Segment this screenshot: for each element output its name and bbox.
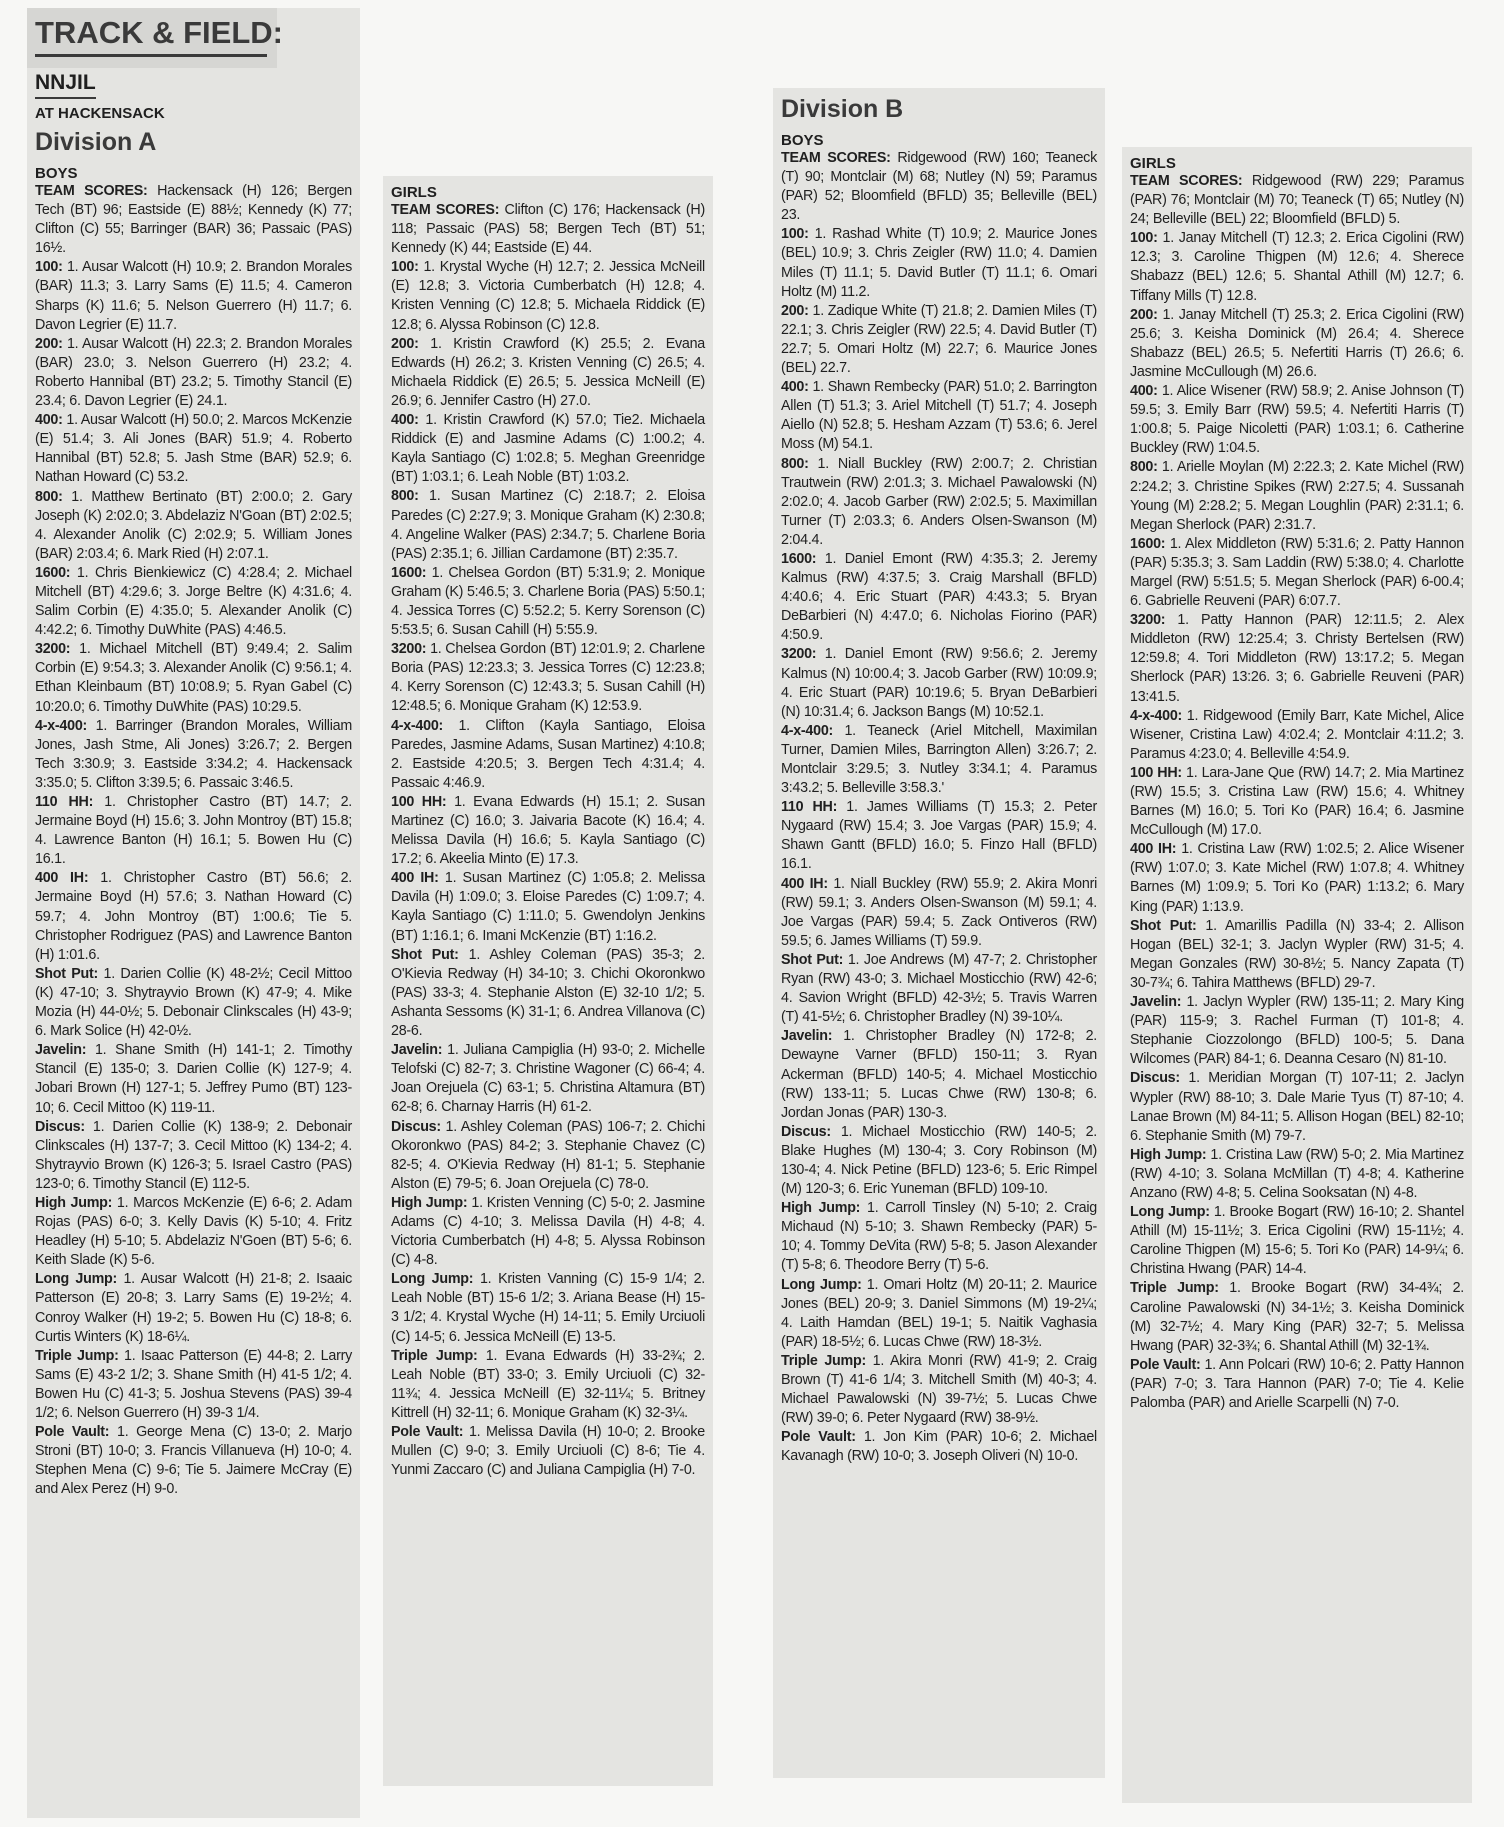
- event-label: Shot Put:: [1130, 917, 1197, 934]
- event-text: 1. Teaneck (Ariel Mitchell, Maximilan Turner, Damien Miles, Barrington Allen) 3:26.7; 2. Montclair 3:29.5; 3. Nutley 3:34.1; 4. Paramus 3:43.2; 5. Belleville 3:58.3.': [781, 722, 1097, 797]
- event-label: Long Jump:: [35, 1271, 118, 1288]
- division-a-boys-heading: BOYS: [35, 165, 78, 182]
- section-title: TRACK & FIELD:: [35, 15, 283, 50]
- event-text: 1. Cristina Law (RW) 5-0; 2. Mia Martinez (RW) 4-10; 3. Solana McMillan (T) 4-8; 4. Katherine Anzano (RW) 4-8; 5. Celina Sooksatan (N) 4-8.: [1130, 1146, 1464, 1201]
- event-label: Triple Jump:: [391, 1347, 478, 1364]
- event-text: 1. Niall Buckley (RW) 2:00.7; 2. Christian Trautwein (RW) 2:01.3; 3. Michael Pawalowski (N) 2:02.0; 4. Jacob Garber (RW) 2:02.5; 5. Maximillan Turner (T) 2:03.3; 6. Anders Olsen-Swanson (M) 2:04.4.: [781, 455, 1097, 548]
- event-label: Discus:: [35, 1118, 85, 1135]
- event-text: 1. Evana Edwards (H) 15.1; 2. Susan Martinez (C) 16.0; 3. Jaivaria Bacote (K) 16.4; 4. Melissa Davila (H) 16.6; 5. Kayla Santiago (C) 17.2; 6. Akeelia Minto (E) 17.3.: [391, 793, 705, 868]
- event-result: [391, 258, 705, 334]
- event-text: 1. Susan Martinez (C) 1:05.8; 2. Melissa Davila (H) 1:09.0; 3. Eloise Paredes (C) 1:09.7; 4. Kayla Santiago (C) 1:11.0; 5. Gwendolyn Jenkins (BT) 1:16.1; 6. Imani McKenzie (BT) 1:16.2.: [391, 870, 706, 944]
- event-label: TEAM SCORES:: [35, 183, 148, 199]
- division-a-girls-heading: GIRLS: [391, 184, 437, 201]
- event-result: [1130, 611, 1464, 706]
- event-result: [1130, 917, 1464, 993]
- event-label: Pole Vault:: [35, 1424, 110, 1441]
- division-b-boys-heading: BOYS: [781, 132, 824, 149]
- event-text: 1. Brooke Bogart (RW) 16-10; 2. Shantel Athill (M) 15-11½; 3. Erica Cigolini (RW) 15-11½; 4. Caroline Thigpen (M) 15-6; 5. Tori Ko (PAR) 14-9¼; 6. Christina Hwang (PAR) 14-4.: [1130, 1204, 1465, 1278]
- event-text: Hackensack (H) 126; Bergen Tech (BT) 96; Eastside (E) 88½; Kennedy (K) 77; Clifton (C) 55; Barringer (BAR) 36; Passaic (PAS) 16½.: [35, 183, 352, 257]
- event-text: 1. Chelsea Gordon (BT) 5:31.9; 2. Monique Graham (K) 5:46.5; 3. Charlene Boria (PAS) 5:50.1; 4. Jessica Torres (C) 5:52.2; 5. Kerry Sorenson (C) 5:53.5; 6. Susan Cahill (H) 5:55.9.: [391, 564, 705, 639]
- event-text: 1. Christopher Castro (BT) 14.7; 2. Jermaine Boyd (H) 15.6; 3. John Montroy (BT) 15.8; 4. Lawrence Banton (H) 16.1; 5. Bowen Hu (C) 16.1.: [35, 794, 353, 868]
- division-a-boys-results: [35, 182, 352, 1499]
- event-result: [1130, 382, 1464, 458]
- event-label: 100 HH:: [391, 793, 447, 810]
- event-result: [391, 1041, 705, 1117]
- event-result: [781, 645, 1097, 721]
- event-label: 3200:: [35, 641, 71, 658]
- event-text: 1. Jon Kim (PAR) 10-6; 2. Michael Kavanagh (RW) 10-0; 3. Joseph Oliveri (N) 10-0.: [781, 1429, 1097, 1465]
- event-label: 1600:: [1130, 535, 1166, 552]
- event-result: [391, 1423, 705, 1480]
- event-text: 1. Daniel Emont (RW) 4:35.3; 2. Jeremy Kalmus (RW) 4:37.5; 3. Craig Marshall (BFLD) 4:40.6; 4. Eric Stuart (PAR) 4:43.3; 5. Bryan DeBarbieri (N) 4:47.0; 6. Nicholas Fiorino (PAR) 4:50.9.: [781, 550, 1097, 644]
- event-label: Shot Put:: [391, 946, 459, 963]
- event-text: 1. Janay Mitchell (T) 12.3; 2. Erica Cigolini (RW) 12.3; 3. Caroline Thigpen (M) 12.6; 4. Sherece Shabazz (BEL) 12.6; 5. Shantal Athill (M) 12.7; 6. Tiffany Mills (T) 12.8.: [1130, 230, 1464, 304]
- event-result: [35, 1118, 352, 1194]
- event-result: [781, 149, 1097, 225]
- event-result: [1130, 840, 1464, 916]
- event-result: [391, 1270, 705, 1346]
- event-text: 1. Krystal Wyche (H) 12.7; 2. Jessica McNeill (E) 12.8; 3. Victoria Cumberbatch (H) 12.8; 4. Kristen Venning (C) 12.8; 5. Michaela Riddick (E) 12.8; 6. Alyssa Robinson (C) 12.8.: [391, 259, 705, 333]
- event-label: Shot Put:: [781, 951, 844, 968]
- event-text: 1. Daniel Emont (RW) 9:56.6; 2. Jeremy Kalmus (N) 10:00.4; 3. Jacob Garber (RW) 10:09.9; 4. Eric Stuart (PAR) 10:19.6; 5. Bryan DeBarbieri (N) 10:31.4; 6. Jackson Bangs (M) 10:52.1.: [781, 646, 1097, 720]
- division-b-title: Division B: [781, 95, 904, 123]
- event-text: Ridgewood (RW) 160; Teaneck (T) 90; Montclair (M) 68; Nutley (N) 59; Paramus (PAR) 52; Bloomfield (BFLD) 35; Belleville (BEL) 23.: [781, 150, 1097, 224]
- event-text: 1. Clifton (Kayla Santiago, Eloisa Paredes, Jasmine Adams, Susan Martinez) 4:10.8; 2. Eastside 4:20.5; 3. Bergen Tech 4:31.4; 4. Passaic 4:46.9.: [391, 717, 705, 791]
- event-label: 800:: [35, 488, 63, 505]
- event-label: 400:: [781, 379, 809, 396]
- event-text: 1. Omari Holtz (M) 20-11; 2. Maurice Jones (BEL) 20-9; 3. Daniel Simmons (M) 19-2¼; 4. Laith Hamdan (BEL) 19-1; 5. Naitik Vaghasia (PAR) 18-5½; 6. Lucas Chwe (RW) 18-3½.: [781, 1276, 1098, 1350]
- event-text: 1. Ausar Walcott (H) 10.9; 2. Brandon Morales (BAR) 11.3; 3. Larry Sams (E) 11.5; 4. Cameron Sharps (K) 11.6; 5. Nelson Guerrero (H) 11.7; 6. Davon Legrier (E) 11.7.: [35, 259, 352, 333]
- event-label: 4-x-400:: [391, 717, 444, 734]
- event-label: 1600:: [35, 564, 71, 581]
- event-text: 1. Kristin Crawford (K) 57.0; Tie2. Michaela Riddick (E) and Jasmine Adams (C) 1:00.2; 4. Kayla Santiago (C) 1:02.8; 5. Meghan Greenridge (BT) 1:03.1; 6. Leah Noble (BT) 1:03.2.: [391, 412, 705, 486]
- event-text: 1. Shawn Rembecky (PAR) 51.0; 2. Barrington Allen (T) 51.3; 3. Ariel Mitchell (T) 51.7; 4. Joseph Aiello (N) 52.8; 5. Hesham Azzam (T) 53.6; 6. Jerel Moss (M) 54.1.: [781, 379, 1097, 453]
- event-label: 4-x-400:: [1130, 707, 1183, 724]
- event-result: [1130, 306, 1464, 382]
- event-text: 1. George Mena (C) 13-0; 2. Marjo Stroni (BT) 10-0; 3. Francis Villanueva (H) 10-0; 4. Stephen Mena (C) 9-6; Tie 5. Jaimere McCray (E) and Alex Perez (H) 9-0.: [35, 1424, 352, 1498]
- event-result: [781, 1199, 1097, 1275]
- event-result: [781, 1428, 1097, 1466]
- event-text: 1. Christopher Bradley (N) 172-8; 2. Dewayne Varner (BFLD) 150-11; 3. Ryan Ackerman (BFLD) 140-5; 4. Michael Mosticchio (RW) 133-11; 5. Lucas Chwe (RW) 130-8; 6. Jordan Jonas (PAR) 130-3.: [781, 1028, 1097, 1121]
- event-label: 3200:: [781, 646, 817, 663]
- event-result: [1130, 1146, 1464, 1203]
- event-text: 1. Melissa Davila (H) 10-0; 2. Brooke Mullen (C) 9-0; 3. Emily Urciuoli (C) 8-6; Tie 4. Yunmi Zaccaro (C) and Juliana Campiglia (H) 7-0.: [391, 1424, 706, 1479]
- event-text: 1. Juliana Campiglia (H) 93-0; 2. Michelle Telofski (C) 82-7; 3. Christine Wagoner (C) 66-4; 4. Joan Orejuela (C) 63-1; 5. Christina Altamura (BT) 62-8; 6. Charnay Harris (H) 61-2.: [391, 1042, 705, 1116]
- event-text: 1. Niall Buckley (RW) 55.9; 2. Akira Monri (RW) 59.1; 3. Anders Olsen-Swanson (M) 59.1; 4. Joe Vargas (PAR) 59.4; 5. Zack Ontiveros (RW) 59.5; 6. James Williams (T) 59.9.: [781, 875, 1098, 949]
- event-label: High Jump:: [781, 1200, 861, 1217]
- event-result: [35, 793, 352, 869]
- event-label: Long Jump:: [1130, 1204, 1210, 1221]
- event-label: 400:: [391, 412, 419, 429]
- event-result: [1130, 172, 1464, 229]
- event-text: 1. Cristina Law (RW) 1:02.5; 2. Alice Wisener (RW) 1:07.0; 3. Kate Michel (RW) 1:07.8; 4. Whitney Barnes (M) 1:09.9; 5. Tori Ko (PAR) 1:13.2; 6. Mary King (PAR) 1:13.9.: [1130, 841, 1465, 915]
- event-label: 100 HH:: [1130, 764, 1182, 781]
- event-label: 1600:: [391, 564, 427, 581]
- event-text: 1. Darien Collie (K) 138-9; 2. Debonair Clinkscales (H) 137-7; 3. Cecil Mittoo (K) 134-2; 4. Shytrayvio Brown (K) 126-3; 5. Israel Castro (PAS) 123-0; 6. Timothy Stancil (E) 112-5.: [35, 1118, 352, 1192]
- event-text: 1. Barringer (Brandon Morales, William Jones, Jash Stme, Ali Jones) 3:26.7; 2. Bergen Tech 3:30.9; 3. Eastside 3:34.2; 4. Hackensack 3:35.0; 5. Clifton 3:39.5; 6. Passaic 3:46.5.: [35, 717, 352, 791]
- event-text: 1. Kristin Crawford (K) 25.5; 2. Evana Edwards (H) 26.2; 3. Kristen Venning (C) 26.5; 4. Michaela Riddick (E) 26.5; 5. Jessica McNeill (E) 26.9; 6. Jennifer Castro (H) 27.0.: [391, 335, 705, 409]
- event-result: [1130, 993, 1464, 1069]
- division-b-boys-results: [781, 149, 1097, 1466]
- event-result: [391, 946, 705, 1041]
- event-result: [391, 201, 705, 258]
- event-label: 110 HH:: [35, 794, 94, 810]
- event-text: 1. Meridian Morgan (T) 107-11; 2. Jaclyn Wypler (RW) 88-10; 3. Dale Marie Tyus (T) 87-10; 4. Lanae Brown (M) 84-11; 5. Allison Hogan (BEL) 82-10; 6. Stephanie Smith (M) 79-7.: [1130, 1070, 1464, 1144]
- clipping-division-a-boys: [27, 8, 360, 1818]
- event-label: Triple Jump:: [1130, 1280, 1219, 1297]
- event-result: [391, 1347, 705, 1423]
- event-label: Pole Vault:: [781, 1429, 856, 1446]
- event-text: 1. Chris Bienkiewicz (C) 4:28.4; 2. Michael Mitchell (BT) 4:29.6; 3. Jorge Beltre (K) 4:31.6; 4. Salim Corbin (E) 4:35.0; 5. Alexander Anolik (C) 4:42.2; 6. Timothy DuWhite (PAS) 4:46.5.: [35, 564, 352, 639]
- event-result: [391, 869, 705, 945]
- event-text: 1. Alice Wisener (RW) 58.9; 2. Anise Johnson (T) 59.5; 3. Emily Barr (RW) 59.5; 4. Nefertiti Harris (T) 1:00.8; 5. Paige Nicoletti (PAR) 1:03.1; 6. Catherine Buckley (RW) 1:04.5.: [1130, 383, 1464, 457]
- event-result: [781, 798, 1097, 874]
- event-text: 1. Joe Andrews (M) 47-7; 2. Christopher Ryan (RW) 43-0; 3. Michael Mosticchio (RW) 42-6; 4. Savion Wright (BFLD) 42-3½; 5. Travis Warren (T) 41-5½; 6. Christopher Bradley (N) 39-10¼.: [781, 951, 1097, 1026]
- event-result: [781, 302, 1097, 378]
- event-label: Shot Put:: [35, 965, 99, 982]
- division-b-girls-results: [1130, 172, 1464, 1413]
- event-result: [35, 411, 352, 487]
- event-result: [781, 1027, 1097, 1122]
- event-text: 1. Kristen Vanning (C) 15-9 1/4; 2. Leah Noble (BT) 15-6 1/2; 3. Ariana Bease (H) 15-3 1/2; 4. Krystal Wyche (H) 14-11; 5. Emily Urciuoli (C) 14-5; 6. Jessica McNeill (E) 13-5.: [391, 1271, 705, 1345]
- event-result: [1130, 1203, 1464, 1279]
- division-a-title: Division A: [35, 128, 157, 156]
- event-label: 400 IH:: [35, 870, 89, 887]
- event-result: [781, 951, 1097, 1027]
- event-result: [1130, 458, 1464, 534]
- event-text: 1. Ausar Walcott (H) 21-8; 2. Isaaic Patterson (E) 20-8; 3. Larry Sams (E) 19-2½; 4. Conroy Walker (H) 19-2; 5. Bowen Hu (C) 18-8; 6. Curtis Winters (K) 18-6¼.: [35, 1271, 352, 1345]
- event-label: 400:: [35, 412, 63, 429]
- event-result: [35, 640, 352, 716]
- event-text: Ridgewood (RW) 229; Paramus (PAR) 76; Montclair (M) 70; Teaneck (T) 65; Nutley (N) 24; Belleville (BEL) 22; Bloomfield (BFLD) 5.: [1130, 173, 1464, 228]
- event-label: 100:: [1130, 230, 1158, 247]
- event-text: 1. Shane Smith (H) 141-1; 2. Timothy Stancil (E) 135-0; 3. Darien Collie (K) 127-9; 4. Jobari Brown (H) 127-1; 5. Jeffrey Pumo (BT) 123-10; 6. Cecil Mittoo (K) 119-11.: [35, 1042, 352, 1116]
- event-label: 4-x-400:: [781, 722, 834, 739]
- event-text: 1. Ausar Walcott (H) 22.3; 2. Brandon Morales (BAR) 23.0; 3. Nelson Guerrero (H) 23.2; 4. Roberto Hannibal (BT) 23.2; 5. Timothy Stancil (E) 23.4; 6. Davon Legrier (E) 24.1.: [35, 335, 352, 410]
- clipping-division-b-girls: [1122, 147, 1472, 1803]
- event-result: [781, 378, 1097, 454]
- event-result: [35, 965, 352, 1041]
- title-rule: [35, 54, 267, 57]
- event-text: 1. Isaac Patterson (E) 44-8; 2. Larry Sams (E) 43-2 1/2; 3. Shane Smith (H) 41-5 1/2; 4. Bowen Hu (C) 41-3; 5. Joshua Stevens (PAS) 39-4 1/2; 6. Nelson Guerrero (H) 39-3 1/4.: [35, 1347, 352, 1421]
- event-text: Clifton (C) 176; Hackensack (H) 118; Passaic (PAS) 58; Bergen Tech (BT) 51; Kennedy (K) 44; Eastside (E) 44.: [391, 202, 705, 257]
- division-a-girls-results: [391, 201, 705, 1480]
- event-label: 800:: [1130, 459, 1158, 476]
- event-result: [35, 1194, 352, 1270]
- event-label: Javelin:: [1130, 994, 1182, 1011]
- event-result: [35, 1041, 352, 1117]
- event-text: 1. Marcos McKenzie (E) 6-6; 2. Adam Rojas (PAS) 6-0; 3. Kelly Davis (K) 5-10; 4. Fritz Headley (H) 5-10; 5. Abdelaziz N'Goen (BT) 5-6; 6. Keith Slade (K) 5-6.: [35, 1194, 352, 1269]
- event-text: 1. Brooke Bogart (RW) 34-4¾; 2. Caroline Pawalowski (N) 34-1½; 3. Keisha Dominick (M) 32-7½; 4. Mary King (PAR) 32-7; 5. Melissa Hwang (PAR) 32-3¾; 6. Shantal Athill (M) 32-1¾.: [1130, 1280, 1464, 1354]
- event-text: 1. Ann Polcari (RW) 10-6; 2. Patty Hannon (PAR) 7-0; 3. Tara Hannon (PAR) 7-0; Tie 4. Kelie Palomba (PAR) and Arielle Scarpelli (N) 7-0.: [1130, 1356, 1464, 1411]
- event-result: [391, 1194, 705, 1270]
- event-text: 1. Amarillis Padilla (N) 33-4; 2. Allison Hogan (BEL) 32-1; 3. Jaclyn Wypler (RW) 31-5; 4. Megan Gonzales (RW) 30-8½; 5. Nancy Zapata (T) 30-7¾; 6. Tahira Matthews (BFLD) 29-7.: [1130, 917, 1464, 991]
- event-result: [35, 1270, 352, 1346]
- event-label: Discus:: [781, 1123, 831, 1140]
- event-label: Discus:: [1130, 1070, 1180, 1087]
- event-result: [391, 411, 705, 487]
- event-result: [35, 335, 352, 411]
- event-result: [391, 487, 705, 563]
- event-result: [35, 182, 352, 258]
- event-text: 1. James Williams (T) 15.3; 2. Peter Nygaard (RW) 15.4; 3. Joe Vargas (PAR) 15.9; 4. Shawn Gantt (BFLD) 16.0; 5. Finzo Hall (BFLD) 16.1.: [781, 799, 1097, 873]
- event-text: 1. Akira Monri (RW) 41-9; 2. Craig Brown (T) 41-6 1/4; 3. Mitchell Smith (M) 40-3; 4. Michael Pawalowski (N) 39-7½; 5. Lucas Chwe (RW) 39-0; 6. Peter Nygaard (RW) 38-9½.: [781, 1352, 1097, 1427]
- event-text: 1. Carroll Tinsley (N) 5-10; 2. Craig Michaud (N) 5-10; 3. Shawn Rembecky (PAR) 5-10; 4. Tommy DeVita (RW) 5-8; 5. Jason Alexander (T) 5-8; 6. Theodore Berry (T) 5-6.: [781, 1200, 1097, 1274]
- event-text: 1. Susan Martinez (C) 2:18.7; 2. Eloisa Paredes (C) 2:27.9; 3. Monique Graham (K) 2:30.8; 4. Angeline Walker (PAS) 2:34.7; 5. Charlene Boria (PAS) 2:35.1; 6. Jillian Cardamone (BT) 2:35.7.: [391, 488, 705, 562]
- event-result: [35, 717, 352, 793]
- event-label: Long Jump:: [781, 1276, 862, 1293]
- event-result: [781, 455, 1097, 550]
- event-result: [391, 1118, 705, 1194]
- event-label: 400:: [1130, 383, 1158, 400]
- event-label: Pole Vault:: [1130, 1356, 1201, 1373]
- event-label: 200:: [391, 335, 419, 352]
- event-label: 3200:: [1130, 612, 1166, 629]
- event-label: 200:: [35, 335, 63, 352]
- event-result: [781, 1352, 1097, 1428]
- event-result: [1130, 1356, 1464, 1413]
- event-result: [35, 258, 352, 334]
- clipping-division-b-boys: [773, 88, 1105, 1778]
- event-label: 100:: [391, 259, 419, 276]
- event-text: 1. Rashad White (T) 10.9; 2. Maurice Jones (BEL) 10.9; 3. Chris Zeigler (RW) 11.0; 4. Damien Miles (T) 11.1; 5. David Butler (T) 11.1; 6. Omari Holtz (M) 11.2.: [781, 226, 1097, 300]
- event-result: [35, 1347, 352, 1423]
- event-label: 100:: [781, 226, 809, 243]
- event-result: [391, 640, 705, 716]
- event-label: Triple Jump:: [35, 1347, 119, 1364]
- event-result: [35, 1423, 352, 1499]
- event-result: [781, 1276, 1097, 1352]
- event-label: 400 IH:: [1130, 841, 1177, 858]
- event-label: 100:: [35, 259, 63, 276]
- event-text: 1. Lara-Jane Que (RW) 14.7; 2. Mia Martinez (RW) 15.5; 3. Cristina Law (RW) 15.6; 4. Whitney Barnes (M) 16.0; 5. Tori Ko (PAR) 16.4; 6. Jasmine McCullough (M) 17.0.: [1130, 764, 1464, 839]
- event-label: TEAM SCORES:: [391, 202, 500, 218]
- event-label: Javelin:: [391, 1042, 443, 1059]
- event-label: Discus:: [391, 1118, 441, 1135]
- event-label: High Jump:: [1130, 1146, 1207, 1163]
- event-label: Pole Vault:: [391, 1424, 464, 1440]
- league-name: NNJIL: [35, 71, 96, 99]
- event-label: 800:: [781, 455, 809, 472]
- event-label: TEAM SCORES:: [1130, 173, 1243, 189]
- event-label: High Jump:: [391, 1194, 468, 1211]
- event-text: 1. Darien Collie (K) 48-2½; Cecil Mittoo (K) 47-10; 3. Shytrayvio Brown (K) 47-9; 4. Mike Mozia (H) 44-0½; 5. Debonair Clinkscales (H) 43-9; 6. Mark Solice (H) 42-0½.: [35, 965, 352, 1040]
- clipping-division-a-girls: [383, 176, 713, 1786]
- event-text: 1. Jaclyn Wypler (RW) 135-11; 2. Mary King (PAR) 115-9; 3. Rachel Furman (T) 101-8; 4. Stephanie Ciozzolongo (BFLD) 100-5; 5. Dana Wilcomes (PAR) 84-1; 6. Deanna Cesaro (N) 81-10.: [1130, 994, 1464, 1068]
- event-label: 3200:: [391, 641, 427, 658]
- event-text: 1. Michael Mitchell (BT) 9:49.4; 2. Salim Corbin (E) 9:54.3; 3. Alexander Anolik (C) 9:56.1; 4. Ethan Kleinbaum (BT) 10:08.9; 5. Ryan Gabel (C) 10:20.0; 6. Timothy DuWhite (PAS) 10:29.5.: [35, 641, 352, 715]
- event-label: 200:: [781, 302, 809, 319]
- event-text: 1. Patty Hannon (PAR) 12:11.5; 2. Alex Middleton (RW) 12:25.4; 3. Christy Bertelsen (RW) 12:59.8; 4. Tori Middleton (RW) 13:17.2; 5. Megan Sherlock (PAR) 13:26. 3; 6. Gabrielle Reuveni (PAR) 13:41.5.: [1130, 612, 1464, 705]
- event-result: [35, 564, 352, 640]
- event-text: 1. Evana Edwards (H) 33-2¾; 2. Leah Noble (BT) 33-0; 3. Emily Urciuoli (C) 32-11¾; 4. Jessica McNeill (E) 32-11¼; 5. Britney Kittrell (H) 32-11; 6. Monique Graham (K) 32-3¼.: [391, 1347, 706, 1421]
- event-text: 1. Kristen Venning (C) 5-0; 2. Jasmine Adams (C) 4-10; 3. Melissa Davila (H) 4-8; 4. Victoria Cumberbatch (H) 4-8; 5. Alyssa Robinson (C) 4-8.: [391, 1194, 705, 1269]
- event-result: [35, 869, 352, 964]
- event-text: 1. Alex Middleton (RW) 5:31.6; 2. Patty Hannon (PAR) 5:35.3; 3. Sam Laddin (RW) 5:38.0; 4. Charlotte Margel (RW) 5:51.5; 5. Megan Sherlock (PAR) 6-00.4; 6. Gabrielle Reuveni (PAR) 6:07.7.: [1130, 535, 1464, 610]
- event-text: 1. Michael Mosticchio (RW) 140-5; 2. Blake Hughes (M) 130-4; 3. Cory Robinson (M) 130-4; 4. Nick Petine (BFLD) 123-6; 5. Eric Rimpel (M) 120-3; 6. Eric Yuneman (BFLD) 109-10.: [781, 1123, 1097, 1198]
- event-text: 1. Arielle Moylan (M) 2:22.3; 2. Kate Michel (RW) 2:24.2; 3. Christine Spikes (RW) 2:27.5; 4. Sussanah Young (M) 2:28.2; 5. Megan Loughlin (PAR) 2:31.1; 6. Megan Sherlock (PAR) 2:31.7.: [1130, 459, 1464, 533]
- event-label: TEAM SCORES:: [781, 150, 891, 166]
- event-result: [391, 335, 705, 411]
- event-text: 1. Chelsea Gordon (BT) 12:01.9; 2. Charlene Boria (PAS) 12:23.3; 3. Jessica Torres (C) 12:23.8; 4. Kerry Sorenson (C) 12:43.3; 5. Susan Cahill (H) 12:48.5; 6. Monique Graham (K) 12:53.9.: [391, 641, 705, 715]
- event-result: [391, 564, 705, 640]
- event-result: [781, 875, 1097, 951]
- division-b-girls-heading: GIRLS: [1130, 155, 1176, 172]
- event-label: High Jump:: [35, 1194, 113, 1211]
- event-label: Javelin:: [35, 1042, 87, 1059]
- event-label: 1600:: [781, 550, 817, 567]
- event-text: 1. Matthew Bertinato (BT) 2:00.0; 2. Gary Joseph (K) 2:02.0; 3. Abdelaziz N'Goan (BT) 2:02.5; 4. Alexander Anolik (C) 2:02.9; 5. William Jones (BAR) 2:03.4; 6. Mark Ried (H) 2:07.1.: [35, 488, 352, 562]
- event-result: [391, 793, 705, 869]
- event-label: 800:: [391, 488, 419, 505]
- event-text: 1. Janay Mitchell (T) 25.3; 2. Erica Cigolini (RW) 25.6; 3. Keisha Dominick (M) 26.4; 4. Sherece Shabazz (BEL) 26.5; 5. Nefertiti Harris (T) 26.6; 6. Jasmine McCullough (M) 26.6.: [1130, 306, 1464, 380]
- event-text: 1. Ashley Coleman (PAS) 106-7; 2. Chichi Okoronkwo (PAS) 84-2; 3. Stephanie Chavez (C) 82-5; 4. O'Kievia Redway (H) 81-1; 5. Stephanie Alston (E) 79-5; 6. Joan Orejuela (C) 78-0.: [391, 1118, 705, 1192]
- event-result: [1130, 707, 1464, 764]
- event-result: [1130, 764, 1464, 840]
- event-result: [1130, 229, 1464, 305]
- event-label: Javelin:: [781, 1028, 833, 1045]
- event-result: [1130, 535, 1464, 611]
- event-result: [1130, 1279, 1464, 1355]
- event-result: [781, 1123, 1097, 1199]
- event-label: 400 IH:: [391, 870, 439, 887]
- event-result: [781, 225, 1097, 301]
- event-label: Long Jump:: [391, 1271, 474, 1288]
- event-result: [781, 550, 1097, 645]
- event-text: 1. Ausar Walcott (H) 50.0; 2. Marcos McKenzie (E) 51.4; 3. Ali Jones (BAR) 51.9; 4. Roberto Hannibal (BT) 52.8; 5. Jash Stme (BAR) 52.9; 6. Nathan Howard (C) 53.2.: [35, 412, 352, 486]
- event-label: 400 IH:: [781, 875, 828, 892]
- event-label: 200:: [1130, 306, 1158, 323]
- event-text: 1. Christopher Castro (BT) 56.6; 2. Jermaine Boyd (H) 57.6; 3. Nathan Howard (C) 59.7; 4. John Montroy (BT) 1:00.6; Tie 5. Christopher Rodriguez (PAS) and Lawrence Banton (H) 1:01.6.: [35, 870, 352, 963]
- event-label: Triple Jump:: [781, 1352, 866, 1369]
- event-result: [391, 717, 705, 793]
- event-label: 4-x-400:: [35, 717, 88, 734]
- event-result: [35, 488, 352, 564]
- event-text: 1. Zadique White (T) 21.8; 2. Damien Miles (T) 22.1; 3. Chris Zeigler (RW) 22.5; 4. David Butler (T) 22.7; 5. Omari Holtz (M) 22.7; 6. Maurice Jones (BEL) 22.7.: [781, 302, 1097, 377]
- event-result: [781, 722, 1097, 798]
- venue: AT HACKENSACK: [35, 105, 165, 122]
- event-text: 1. Ridgewood (Emily Barr, Kate Michel, Alice Wisener, Cristina Law) 4:02.4; 2. Montclair 4:11.2; 3. Paramus 4:23.0; 4. Belleville 4:54.9.: [1130, 707, 1464, 762]
- event-text: 1. Ashley Coleman (PAS) 35-3; 2. O'Kievia Redway (H) 34-10; 3. Chichi Okoronkwo (PAS) 33-3; 4. Stephanie Alston (E) 32-10 1/2; 5. Ashanta Sessoms (K) 31-1; 6. Andrea Villanova (C) 28-6.: [391, 946, 705, 1040]
- event-result: [1130, 1069, 1464, 1145]
- event-label: 110 HH:: [781, 799, 838, 816]
